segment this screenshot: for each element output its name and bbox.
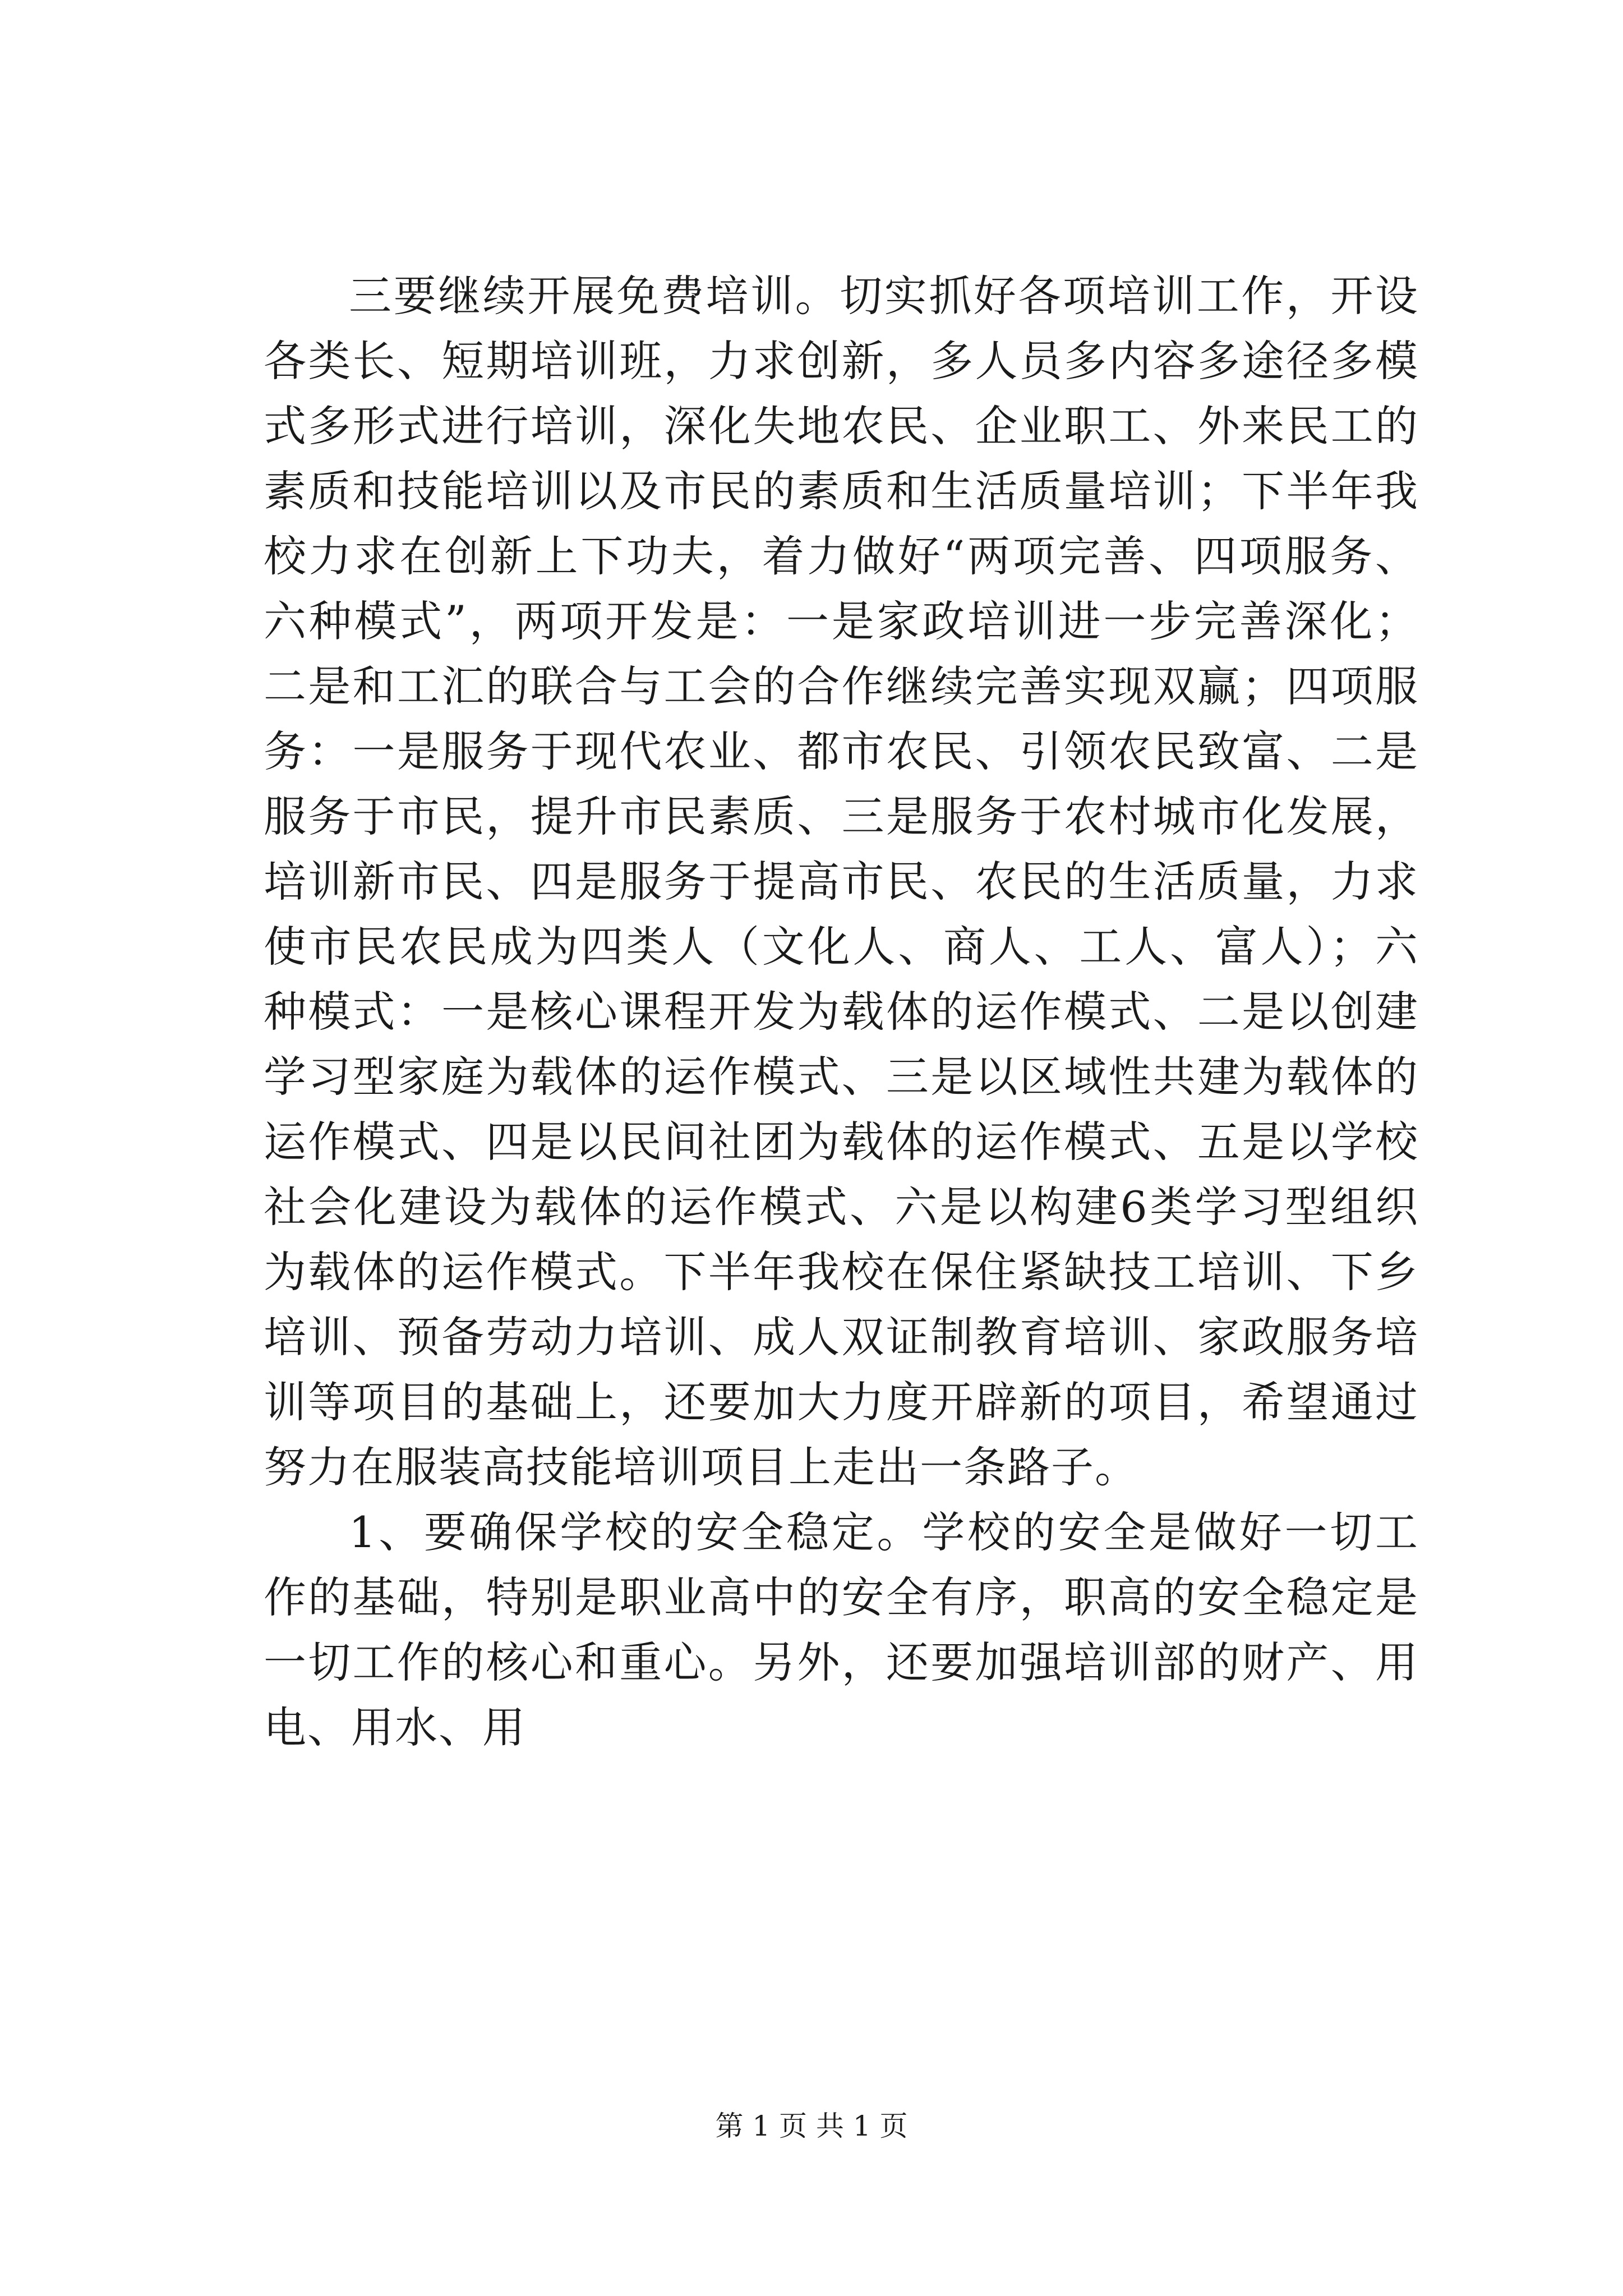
paragraph-free-training: 三要继续开展免费培训。切实抓好各项培训工作，开设各类长、短期培训班，力求创新，多人员多内容多途径多模式多形式进行培训，深化失地农民、企业职工、外来民工的素质和技能培训以及市民的素质和生活质量培训；下半年我校力求在创新上下功夫，着力做好“两项完善、四项服务、六种模式”，两项开发是：一是家政培训进一步完善深化；二是和工汇的联合与工会的合作继续完善实现双赢；四项服务：一是服务于现代农业、都市农民、引领农民致富、二是服务于市民，提升市民素质、三是服务于农村城市化发展，培训新市民、四是服务于提高市民、农民的生活质量，力求使市民农民成为四类人（文化人、商人、工人、富人）；六种模式：一是核心课程开发为载体的运作模式、二是以创建学习型家庭为载体的运作模式、三是以区域性共建为载体的运作模式、四是以民间社团为载体的运作模式、五是以学校社会化建设为载体的运作模式、六是以构建6类学习型组织为载体的运作模式。下半年我校在保住紧缺技工培训、下乡培训、预备劳动力培训、成人双证制教育培训、家政服务培训等项目的基础上，还要加大力度开辟新的项目，希望通过努力在服装高技能培训项目上走出一条路子。 (264, 271, 1419, 1492)
document-body (264, 264, 1419, 1760)
page-footer: 第 1 页 共 1 页 (715, 2110, 908, 2142)
paragraph-school-safety: 1、要确保学校的安全稳定。学校的安全是做好一切工作的基础，特别是职业高中的安全有序，职高的安全稳定是一切工作的核心和重心。另外，还要加强培训部的财产、用电、用水、用 (264, 1507, 1419, 1752)
